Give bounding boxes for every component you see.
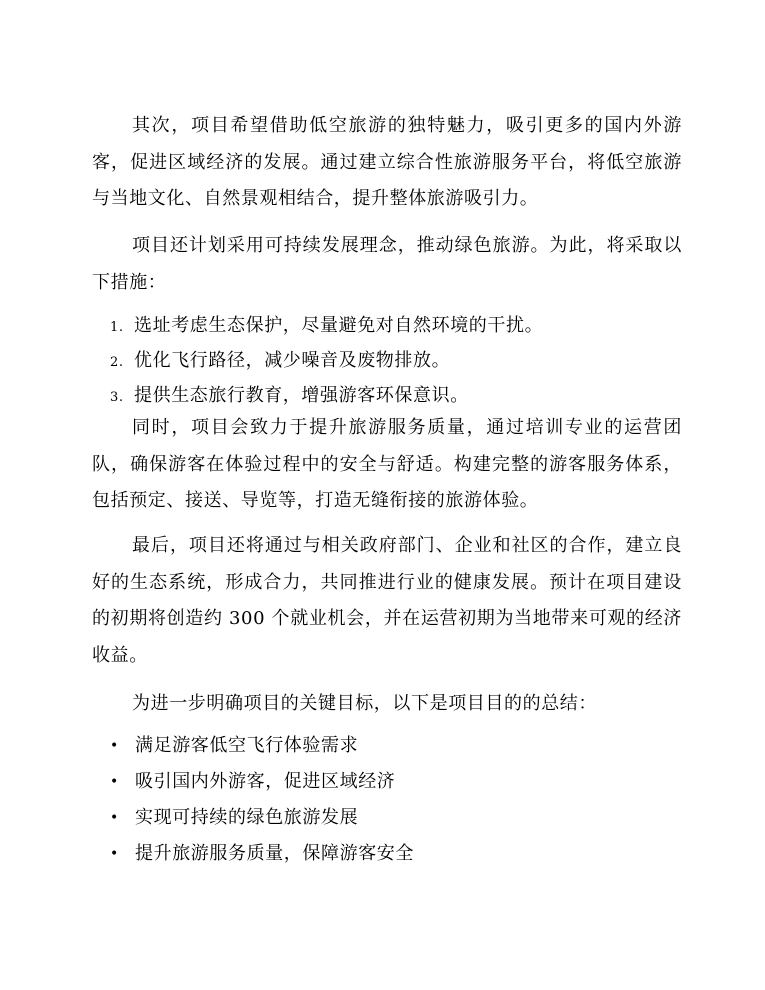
goals-list xyxy=(110,728,680,872)
paragraph-service-quality: 同时，项目会致力于提升旅游服务质量，通过培训专业的运营团队，确保游客在体验过程中的安全与舒适。构建完整的游客服务体系，包括预定、接送、导览等，打造无缝衔接的旅游体验。 xyxy=(92,417,682,511)
measures-list xyxy=(110,308,680,413)
list-item xyxy=(110,308,680,343)
paragraph-cooperation: 最后，项目还将通过与相关政府部门、企业和社区的合作，建立良好的生态系统，形成合力，共同推进行业的健康发展。预计在项目建设的初期将创造约 300 个就业机会，并在运营初期为当地带来可观的经济收益。 xyxy=(92,535,682,666)
list-number: 2. xyxy=(110,355,124,370)
list-item-text: 提供生态旅行教育，增强游客环保意识。 xyxy=(134,385,469,406)
list-item xyxy=(110,343,680,378)
list-item-text: 提升旅游服务质量，保障游客安全 xyxy=(135,843,414,864)
paragraph-goals-intro: 为进一步明确项目的关键目标，以下是项目目的的总结： xyxy=(132,693,597,714)
list-item-text: 满足游客低空飞行体验需求 xyxy=(135,735,359,756)
paragraph-tourism-appeal: 其次，项目希望借助低空旅游的独特魅力，吸引更多的国内外游客，促进区域经济的发展。通过建立综合性旅游服务平台，将低空旅游与当地文化、自然景观相结合，提升整体旅游吸引力。 xyxy=(92,115,682,209)
list-item xyxy=(110,800,680,836)
bullet-icon: • xyxy=(110,810,119,826)
list-item-text: 优化飞行路径，减少噪音及废物排放。 xyxy=(134,350,451,371)
list-item xyxy=(110,378,680,413)
list-item xyxy=(110,728,680,764)
list-item-text: 实现可持续的绿色旅游发展 xyxy=(135,807,359,828)
list-number: 3. xyxy=(110,390,124,405)
paragraph-sustainability-intro: 项目还计划采用可持续发展理念，推动绿色旅游。为此，将采取以下措施： xyxy=(92,235,682,293)
list-number: 1. xyxy=(110,320,124,335)
bullet-icon: • xyxy=(110,774,119,790)
bullet-icon: • xyxy=(110,738,119,754)
bullet-icon: • xyxy=(110,846,119,862)
list-item-text: 选址考虑生态保护，尽量避免对自然环境的干扰。 xyxy=(134,315,544,336)
list-item xyxy=(110,764,680,800)
list-item-text: 吸引国内外游客，促进区域经济 xyxy=(135,771,396,792)
list-item xyxy=(110,836,680,872)
